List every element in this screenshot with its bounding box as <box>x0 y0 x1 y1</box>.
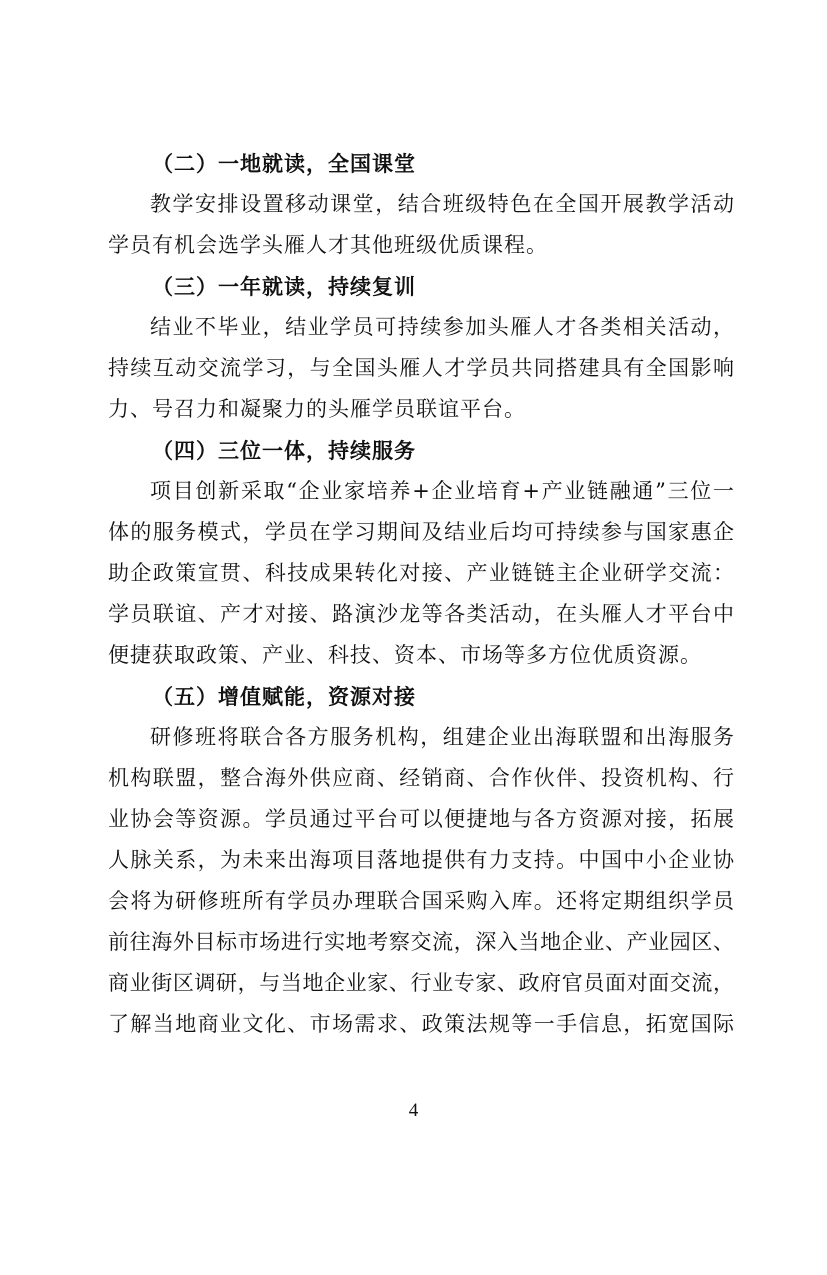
paragraph-line: 力、号召力和凝聚力的头雁学员联谊平台。 <box>108 397 526 421</box>
paragraph-line: 人脉关系，为未来出海项目落地提供有力支持。中国中小企业协 <box>108 848 734 872</box>
paragraph-line: 会将为研修班所有学员办理联合国采购入库。还将定期组织学员 <box>108 889 734 913</box>
paragraph-line: 机构联盟，整合海外供应商、经销商、合作伙伴、投资机构、行 <box>108 766 734 790</box>
document-body <box>108 143 734 1045</box>
paragraph-line: 业协会等资源。学员通过平台可以便捷地与各方资源对接，拓展 <box>108 807 734 831</box>
paragraph-2 <box>108 184 734 266</box>
paragraph-5 <box>108 717 734 1045</box>
paragraph-line: 持续互动交流学习，与全国头雁人才学员共同搭建具有全国影响 <box>108 356 734 380</box>
paragraph-line: 助企政策宣贯、科技成果转化对接、产业链链主企业研学交流： <box>108 561 734 585</box>
section-heading-2: （二）一地就读，全国课堂 <box>152 151 416 176</box>
section-heading-4: （四）三位一体，持续服务 <box>152 438 416 463</box>
paragraph-line: 项目创新采取“企业家培养+企业培育+产业链融通”三位一 <box>150 479 734 503</box>
paragraph-line: 便捷获取政策、产业、科技、资本、市场等多方位优质资源。 <box>108 643 702 667</box>
paragraph-line: 研修班将联合各方服务机构，组建企业出海联盟和出海服务 <box>150 725 734 749</box>
paragraph-line: 前往海外目标市场进行实地考察交流，深入当地企业、产业园区、 <box>108 930 734 954</box>
section-heading-3: （三）一年就读，持续复训 <box>152 274 416 299</box>
paragraph-line: 学员联谊、产才对接、路演沙龙等各类活动，在头雁人才平台中 <box>108 602 734 626</box>
paragraph-line: 体的服务模式，学员在学习期间及结业后均可持续参与国家惠企 <box>108 520 734 544</box>
paragraph-4 <box>108 471 734 676</box>
paragraph-line: 结业不毕业，结业学员可持续参加头雁人才各类相关活动， <box>150 315 734 339</box>
paragraph-line: 教学安排设置移动课堂，结合班级特色在全国开展教学活动 <box>150 192 734 216</box>
page-number: 4 <box>408 1100 419 1121</box>
section-heading-5: （五）增值赋能，资源对接 <box>152 684 416 709</box>
paragraph-line: 商业街区调研，与当地企业家、行业专家、政府官员面对面交流， <box>108 971 734 995</box>
paragraph-3 <box>108 307 734 430</box>
paragraph-line: 学员有机会选学头雁人才其他班级优质课程。 <box>108 233 548 257</box>
paragraph-line: 了解当地商业文化、市场需求、政策法规等一手信息，拓宽国际 <box>108 1012 734 1036</box>
